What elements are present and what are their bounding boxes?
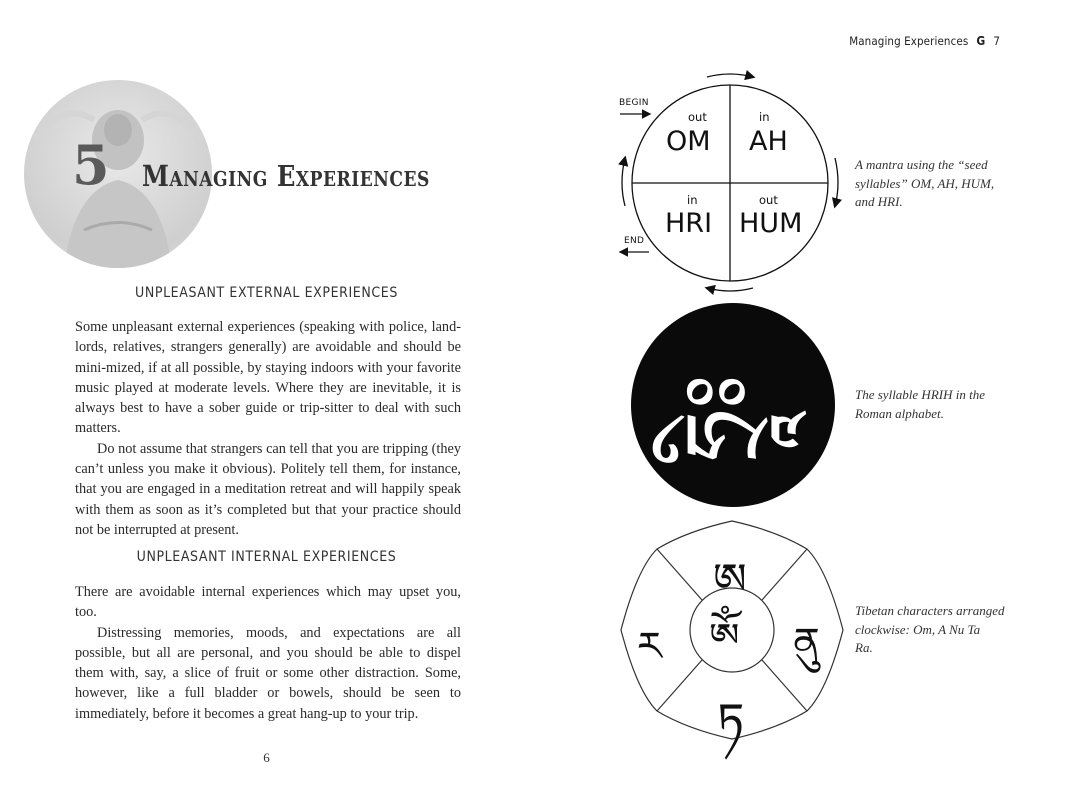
caption-line: clockwise: Om, A Nu Ta [855,621,981,637]
spiral-icon: G [976,34,986,48]
section-body-internal [75,582,461,724]
paragraph: There are avoidable internal experiences which may upset you, too. [75,584,461,621]
paragraph: Distressing memories, moods, and expectations are all possible, but all are personal, and you should be able to dispel them with, say, a slice of fruit or some other distraction. Some, however, like a full bladder or bowels, should be seen to immediately, before it becomes a great hang-up to your trip. [75,624,461,722]
begin-label: BEGIN [619,98,649,108]
caption-mantra [855,156,1005,212]
tibetan-characters-figure [617,519,847,749]
caption-hrih [855,386,1005,423]
hrih-syllable-figure [628,301,838,511]
quadrant-syllable: HUM [739,208,803,239]
section-body-external [75,317,461,540]
caption-line: Roman alphabet. [855,405,944,421]
quadrant-direction: out [688,110,707,124]
caption-tibetan [855,602,1005,658]
section-heading-external: UNPLEASANT EXTERNAL EXPERIENCES [135,285,398,301]
caption-line: The syllable HRIH in the [855,387,985,402]
caption-line: and HRI. [855,194,903,210]
caption-line: Ra. [855,640,873,656]
hrih-glyph: ཧྲཱིཿ [665,374,772,461]
quadrant-direction: in [759,110,770,124]
quadrant-syllable: AH [749,126,788,157]
paragraph: Do not assume that strangers can tell that you are tripping (they can’t unless you make it obvious). Politely tell them, for instance, that you are engaged in a meditation retreat and will happily speak with them as soon as it’s completed but that your practice should not be interrupted at present. [75,440,461,538]
chapter-number: 5 [72,133,109,197]
left-page [0,0,533,800]
caption-line: A mantra using the “seed [855,157,988,172]
section-heading-internal: UNPLEASANT INTERNAL EXPERIENCES [136,549,397,565]
tibetan-char-left: ར [637,624,662,670]
mantra-circle-figure [613,66,843,296]
right-page [533,0,1066,800]
quadrant-direction: in [687,193,698,207]
tibetan-char-top: ཨ [713,554,747,603]
tibetan-char-right: ནུ [793,620,820,666]
chapter-title: Managing Experiences [142,160,430,194]
end-label: END [624,236,645,246]
paragraph: Some unpleasant external experiences (speaking with police, land-lords, relatives, strangers generally) are avoidable and should be mini-mized, if at all possible, by staying indoors with your favorite music played at moderate levels. Where they are inevitable, it is always best to have a sober guide or trip-sitter to deal with such matters. [75,319,461,437]
page-number-left: 6 [263,750,270,765]
tibetan-char-bottom: ཏ [717,693,745,749]
running-head-title: Managing Experiences [849,34,969,48]
caption-line: syllables” OM, AH, HUM, [855,175,995,191]
quadrant-syllable: OM [666,126,711,157]
page-number-right: 7 [993,34,1000,48]
running-head [849,34,1000,48]
quadrant-direction: out [759,193,778,207]
caption-line: Tibetan characters arranged [855,603,1005,618]
quadrant-syllable: HRI [665,208,713,239]
tibetan-char-center: ཨོཾ [709,615,740,659]
